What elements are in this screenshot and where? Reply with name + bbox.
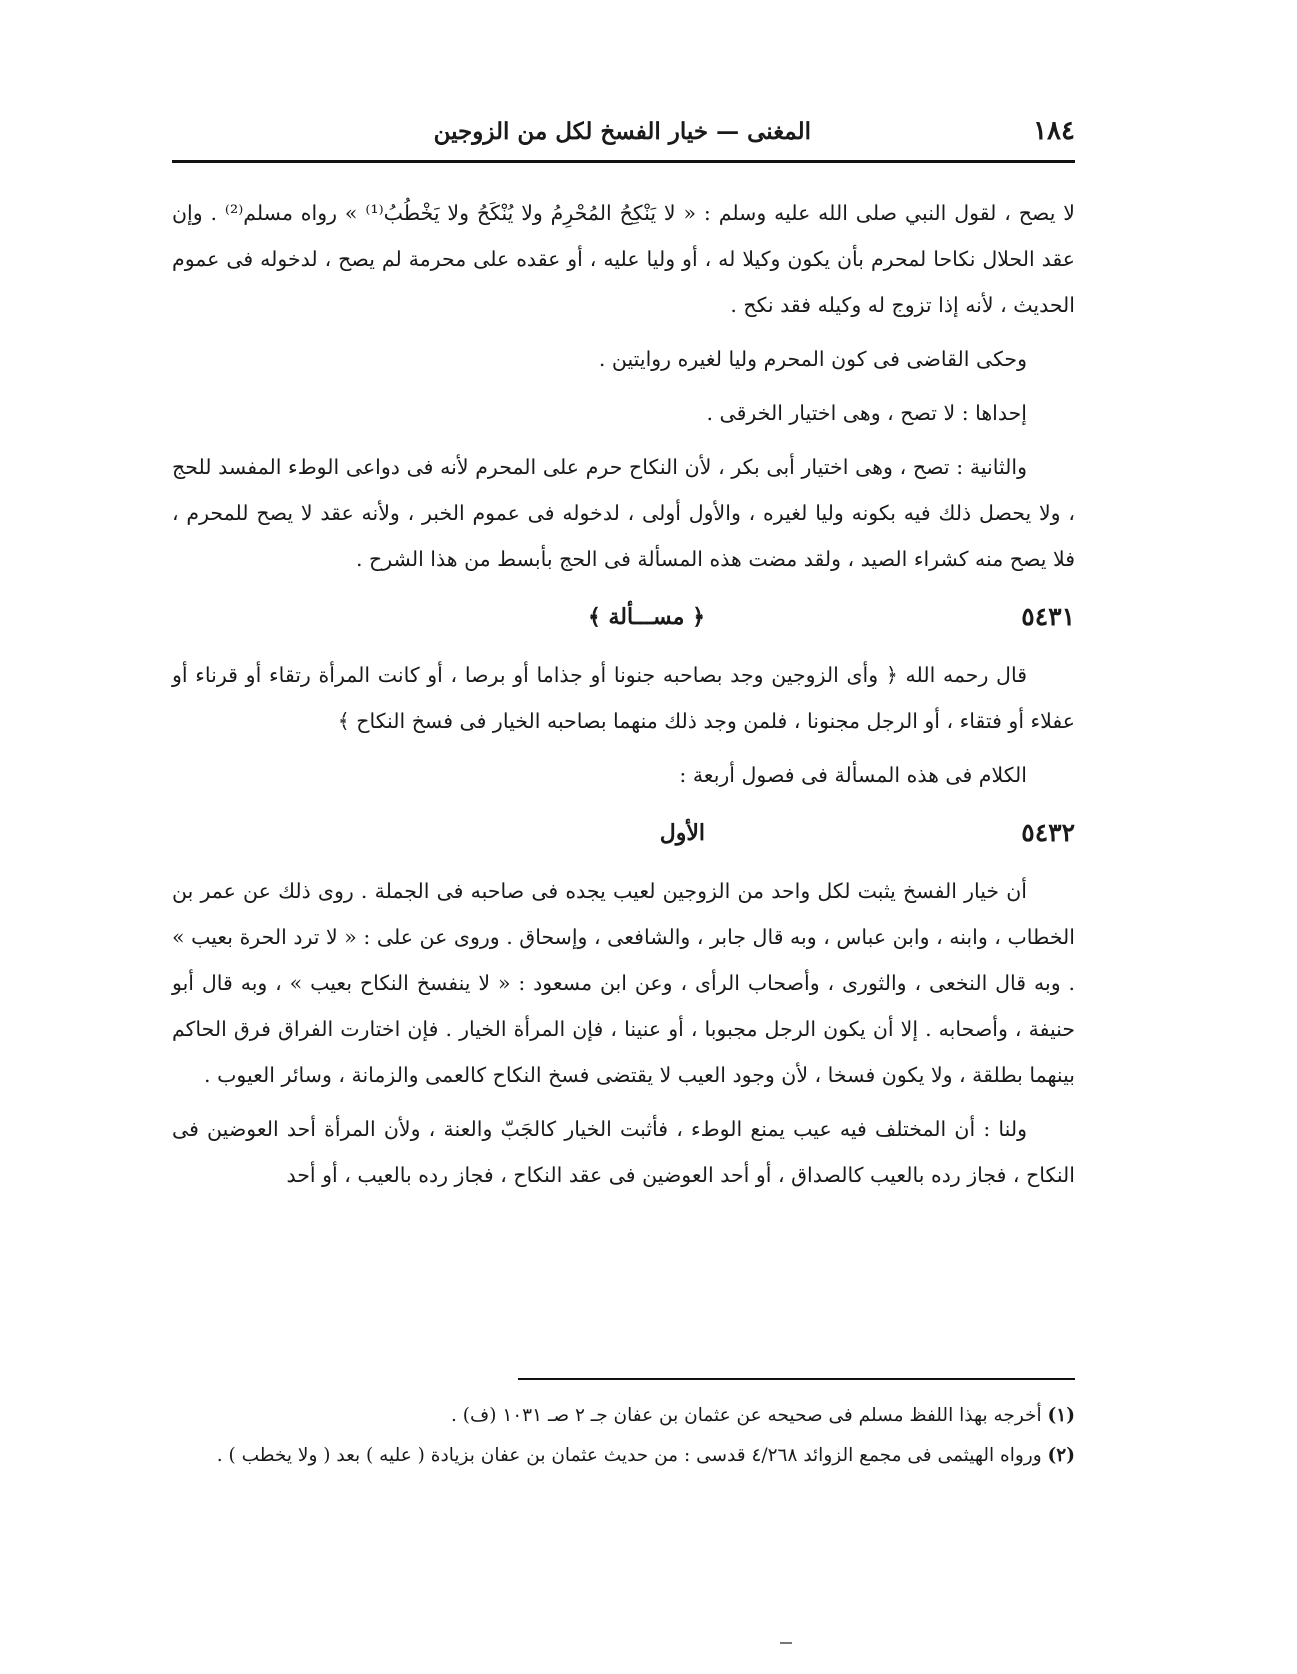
- scan-mark: [780, 1642, 792, 1644]
- paragraph-3: إحداها : لا تصح ، وهى اختيار الخرقى .: [706, 401, 1027, 425]
- paragraph-6: الكلام فى هذه المسألة فى فصول أربعة :: [679, 763, 1027, 787]
- masala-heading: [172, 590, 1075, 646]
- masala-title: ﴿ مســـألة ﴾: [587, 604, 705, 630]
- footnote-1: [172, 1396, 1075, 1436]
- paragraph-1: لا يصح ، لقول النبي صلى الله عليه وسلم : « لا يَنْكِحُ المُحْرِمُ ولا يُنْكَحُ ولا يَخْطُبُ⁽¹⁾ » رواه مسلم⁽²⁾ . وإن عقد الحلال نكاحا لمحرم بأن يكون وكيلا له ، أو وليا عليه ، أو عقده على محرمة لم يصح ، لدخوله فى عموم الحديث ، لأنه إذا تزوج له وكيله فقد نكح .: [172, 201, 1075, 317]
- footnotes: [172, 1396, 1075, 1476]
- footnote-rule: [518, 1378, 1075, 1380]
- footnote-2: [172, 1436, 1075, 1476]
- footnote-1-text: أخرجه بهذا اللفظ مسلم فى صحيحه عن عثمان بن عفان جـ ٢ صـ ١٠٣١ (ف) .: [451, 1405, 1042, 1426]
- footnote-2-number: (٢): [1047, 1445, 1075, 1466]
- paragraph-4: والثانية : تصح ، وهى اختيار أبى بكر ، لأن النكاح حرم على المحرم لأنه فى دواعى الوطء المفسد للحج ، ولا يحصل ذلك فيه بكونه وليا لغيره ، والأول أولى ، لدخوله فى عموم الخبر ، ولأنه عقد لا يصح للمحرم ، فلا يصح منه كشراء الصيد ، ولقد مضت هذه المسألة فى الحج بأبسط من هذا الشرح .: [172, 455, 1075, 571]
- running-head: [172, 112, 1075, 158]
- header-rule: [172, 160, 1075, 163]
- fasl-heading: [172, 806, 1075, 862]
- fasl-title: الأول: [659, 820, 705, 846]
- paragraph-8: ولنا : أن المختلف فيه عيب يمنع الوطء ، فأثبت الخيار كالجَبّ والعنة ، ولأن المرأة أحد العوضين فى النكاح ، فجاز رده بالعيب كالصداق ، أو أحد العوضين فى عقد النكاح ، فجاز رده بالعيب ، أو أحد: [172, 1117, 1075, 1187]
- page-number: ١٨٤: [1033, 116, 1075, 146]
- masala-number: ٥٤٣١: [1021, 602, 1075, 631]
- paragraph-7: أن خيار الفسخ يثبت لكل واحد من الزوجين لعيب يجده فى صاحبه فى الجملة . روى ذلك عن عمر بن الخطاب ، وابنه ، وابن عباس ، وبه قال جابر ، والشافعى ، وإسحاق . وروى عن على : « لا ترد الحرة بعيب » . وبه قال النخعى ، والثورى ، وأصحاب الرأى ، وعن ابن مسعود : « لا ينفسخ النكاح بعيب » ، وبه قال أبو حنيفة ، وأصحابه . إلا أن يكون الرجل مجبوبا ، أو عنينا ، فإن المرأة الخيار . فإن اختارت الفراق فرق الحاكم بينهما بطلقة ، ولا يكون فسخا ، لأن وجود العيب لا يقتضى فسخ النكاح كالعمى والزمانة ، وسائر العيوب .: [172, 879, 1075, 1087]
- fasl-number: ٥٤٣٢: [1021, 818, 1075, 847]
- paragraph-2: وحكى القاضى فى كون المحرم وليا لغيره روايتين .: [598, 347, 1027, 371]
- header-title: المغنى — خيار الفسخ لكل من الزوجين: [433, 118, 811, 145]
- footnote-1-number: (١): [1047, 1405, 1075, 1426]
- body-text: [172, 190, 1075, 1206]
- footnote-2-text: ورواه الهيثمى فى مجمع الزوائد ٤/٢٦٨ قدسى : من حديث عثمان بن عفان بزيادة ( عليه ) بعد ( ولا يخطب ) .: [216, 1445, 1042, 1466]
- paragraph-5: قال رحمه الله ﴿ وأى الزوجين وجد بصاحبه جنونا أو جذاما أو برصا ، أو كانت المرأة رتقاء أو قرناء أو عفلاء أو فتقاء ، أو الرجل مجنونا ، فلمن وجد ذلك منهما بصاحبه الخيار فى فسخ النكاح ﴾: [172, 663, 1075, 733]
